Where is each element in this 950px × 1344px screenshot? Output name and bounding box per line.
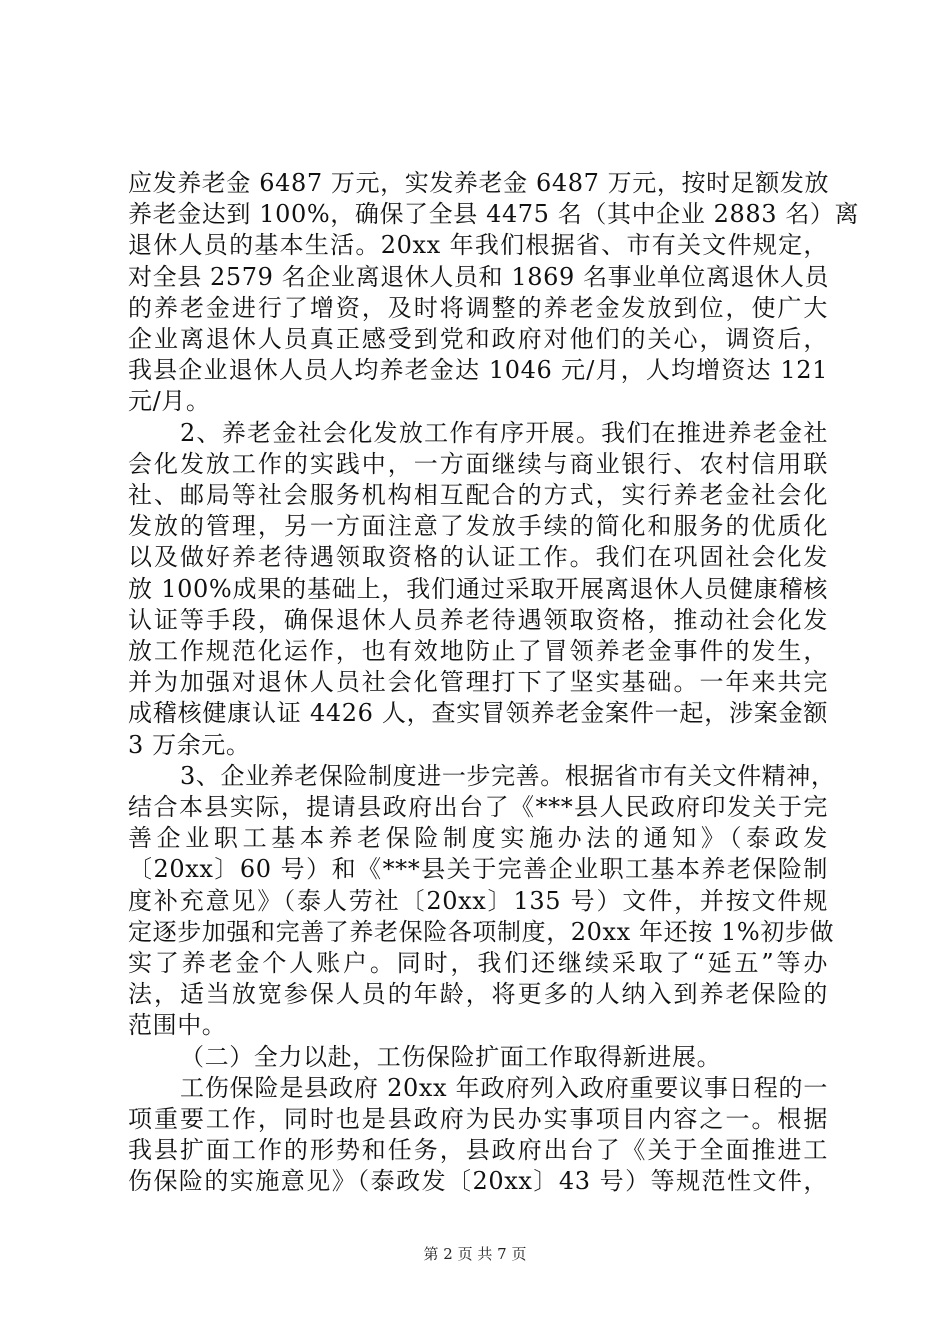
text-line: 社、邮局等社会服务机构相互配合的方式，实行养老金社会化 [128,481,828,509]
text-line: 法，适当放宽参保人员的年龄，将更多的人纳入到养老保险的 [128,980,828,1009]
text-line: 实了养老金个人账户。同时，我们还继续采取了“延五”等办 [128,949,828,977]
text-line: 养老金达到 100%，确保了全县 4475 名（其中企业 2883 名）离 [128,200,860,229]
paragraph-first-line: 工伤保险是县政府 20xx 年政府列入政府重要议事日程的一 [180,1073,828,1102]
text-line: 发放的管理，另一方面注意了发放手续的简化和服务的优质化 [128,512,828,541]
text-line: 3 万余元。 [128,730,251,759]
text-line: 企业离退休人员真正感受到党和政府对他们的关心，调资后， [128,325,828,353]
text-line: 善企业职工基本养老保险制度实施办法的通知》（泰政发 [128,824,828,853]
text-line: 伤保险的实施意见》（泰政发〔20xx〕43 号）等规范性文件， [128,1167,828,1196]
text-line: 会化发放工作的实践中，一方面继续与商业银行、农村信用联 [128,449,828,478]
section-heading: （二）全力以赴，工伤保险扩面工作取得新进展。 [180,1042,722,1071]
text-line: 放 100%成果的基础上，我们通过采取开展离退休人员健康稽核 [128,574,828,603]
text-line: 并为加强对退休人员社会化管理打下了坚实基础。一年来共完 [128,668,828,697]
text-line: 对全县 2579 名企业离退休人员和 1869 名事业单位离退休人员 [128,262,830,291]
text-line: 定逐步加强和完善了养老保险各项制度，20xx 年还按 1%初步做 [128,917,835,946]
text-line: 范围中。 [128,1011,227,1040]
text-line: 结合本县实际，提请县政府出台了《***县人民政府印发关于完 [128,793,828,821]
text-line: 的养老金进行了增资，及时将调整的养老金发放到位，使广大 [128,293,828,322]
text-line: 放工作规范化运作，也有效地防止了冒领养老金事件的发生， [128,637,828,665]
text-line: 元/月。 [128,387,211,416]
text-line: 退休人员的基本生活。20xx 年我们根据省、市有关文件规定， [128,231,828,260]
text-line: 我县扩面工作的形势和任务，县政府出台了《关于全面推进工 [128,1136,828,1165]
text-line: 项重要工作，同时也是县政府为民办实事项目内容之一。根据 [128,1105,828,1133]
text-line: 我县企业退休人员人均养老金达 1046 元/月，人均增资达 121 [128,356,828,385]
paragraph-heading-line: 2、养老金社会化发放工作有序开展。我们在推进养老金社 [180,418,828,447]
text-line: 度补充意见》（泰人劳社〔20xx〕135 号）文件，并按文件规 [128,886,828,915]
text-line: 〔20xx〕60 号）和《***县关于完善企业职工基本养老保险制 [128,855,828,884]
text-line: 应发养老金 6487 万元，实发养老金 6487 万元，按时足额发放 [128,169,830,197]
text-line: 认证等手段，确保退休人员养老待遇领取资格，推动社会化发 [128,605,828,634]
page-number-footer: 第 2 页 共 7 页 [423,1245,527,1263]
text-line: 以及做好养老待遇领取资格的认证工作。我们在巩固社会化发 [128,543,828,572]
text-line: 成稽核健康认证 4426 人，查实冒领养老金案件一起，涉案金额 [128,699,828,728]
paragraph-heading-line: 3、企业养老保险制度进一步完善。根据省市有关文件精神， [180,761,836,790]
